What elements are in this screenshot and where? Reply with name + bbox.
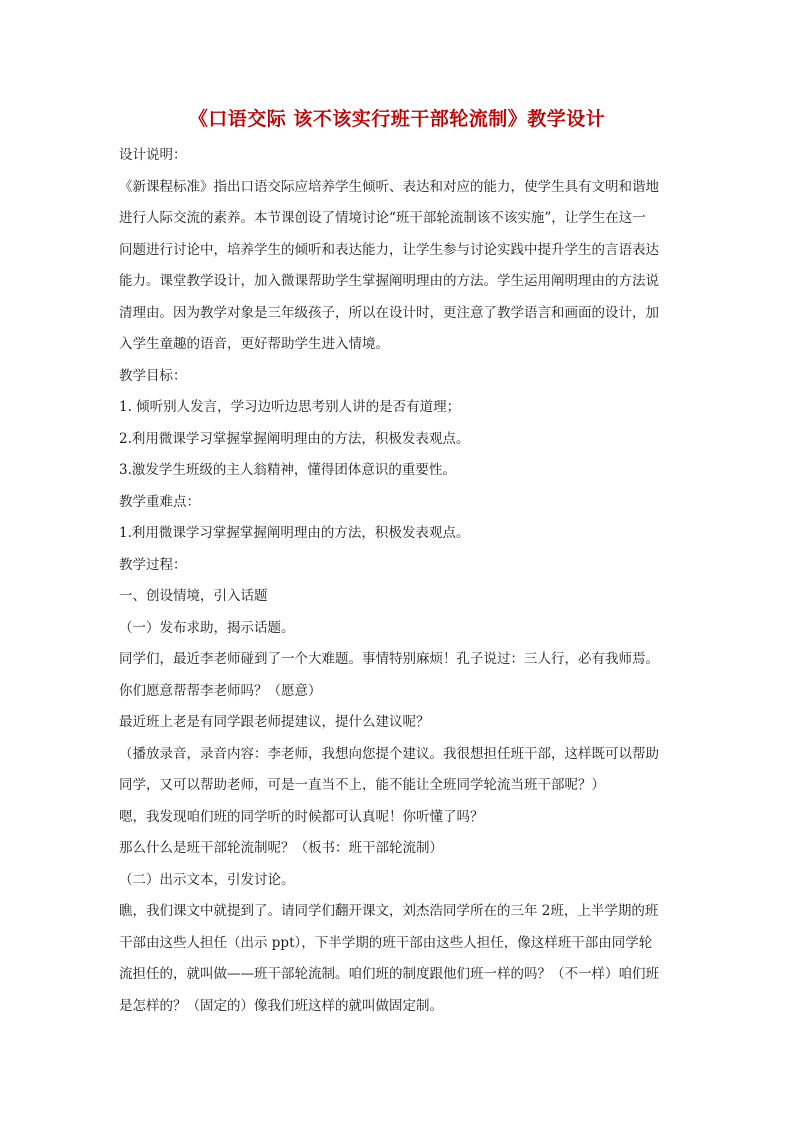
document-title: 《口语交际 该不该实行班干部轮流制》教学设计	[188, 108, 606, 130]
paragraph-line: 瞧，我们课文中就提到了。请同学们翻开课文，刘杰浩同学所在的三年 2班，上半学期的班	[119, 903, 659, 919]
paragraph-line: 流担任的，就叫做——班干部轮流制。咱们班的制度跟他们班一样的吗？（不一样）咱们班	[119, 966, 659, 982]
section-heading-process: 教学过程：	[119, 556, 187, 573]
paragraph-line: 同学，又可以帮助老师，可是一直当不上，能不能让全班同学轮流当班干部呢？）	[119, 777, 605, 793]
section-heading-design-notes: 设计说明：	[119, 147, 187, 163]
paragraph-line: 是怎样的？（固定的）像我们班这样的就叫做固定制。	[119, 997, 443, 1014]
paragraph-line: 那么什么是班干部轮流制呢？（板书：班干部轮流制）	[119, 840, 443, 856]
section-heading-objectives: 教学目标：	[119, 367, 187, 384]
subsection-heading: （二）出示文本，引发讨论。	[119, 871, 295, 888]
paragraph-line: 进行人际交流的素养。本节课创设了情境讨论“班干部轮流制该不该实施”，让学生在这一	[119, 210, 646, 226]
section-heading-key-points: 教学重难点：	[119, 493, 200, 510]
paragraph-line: 同学们，最近李老师碰到了一个大难题。事情特别麻烦！孔子说过：三人行，必有我师焉。	[119, 651, 659, 667]
document-body	[119, 140, 684, 1022]
paragraph-line: 嗯，我发现咱们班的同学听的时候都可认真呢！你听懂了吗？	[119, 808, 484, 825]
paragraph-line: 清理由。因为教学对象是三年级孩子，所以在设计时，更注意了教学语言和画面的设计，加	[119, 304, 659, 321]
list-item: 3.激发学生班级的主人翁精神，懂得团体意识的重要性。	[119, 462, 456, 478]
subsection-heading: （一）发布求助，揭示话题。	[119, 619, 295, 636]
list-item: 1. 倾听别人发言，学习边听边思考别人讲的是否有道理；	[119, 399, 461, 415]
paragraph-line: 入学生童趣的语音，更好帮助学生进入情境。	[119, 336, 389, 352]
paragraph-line: 最近班上老是有同学跟老师提建议，提什么建议呢？	[119, 714, 430, 730]
paragraph-line: 问题进行讨论中，培养学生的倾听和表达能力，让学生参与讨论实践中提升学生的言语表达	[119, 241, 659, 258]
paragraph-line: （播放录音，录音内容：李老师，我想向您提个建议。我很想担任班干部，这样既可以帮助	[119, 745, 659, 762]
paragraph-line: 《新课程标准》指出口语交际应培养学生倾听、表达和对应的能力，使学生具有文明和谐地	[119, 178, 659, 195]
paragraph-line: 干部由这些人担任（出示 ppt），下半学期的班干部由这些人担任，像这样班干部由同学轮	[119, 934, 653, 951]
list-item: 2.利用微课学习掌握掌握阐明理由的方法，积极发表观点。	[119, 430, 470, 447]
list-item: 1.利用微课学习掌握掌握阐明理由的方法，积极发表观点。	[119, 525, 470, 541]
subsection-heading: 一、创设情境，引入话题	[119, 588, 268, 604]
paragraph-line: 你们愿意帮帮李老师吗？（愿意）	[119, 682, 322, 699]
paragraph-line: 能力。课堂教学设计，加入微课帮助学生掌握阐明理由的方法。学生运用阐明理由的方法说	[119, 273, 659, 289]
